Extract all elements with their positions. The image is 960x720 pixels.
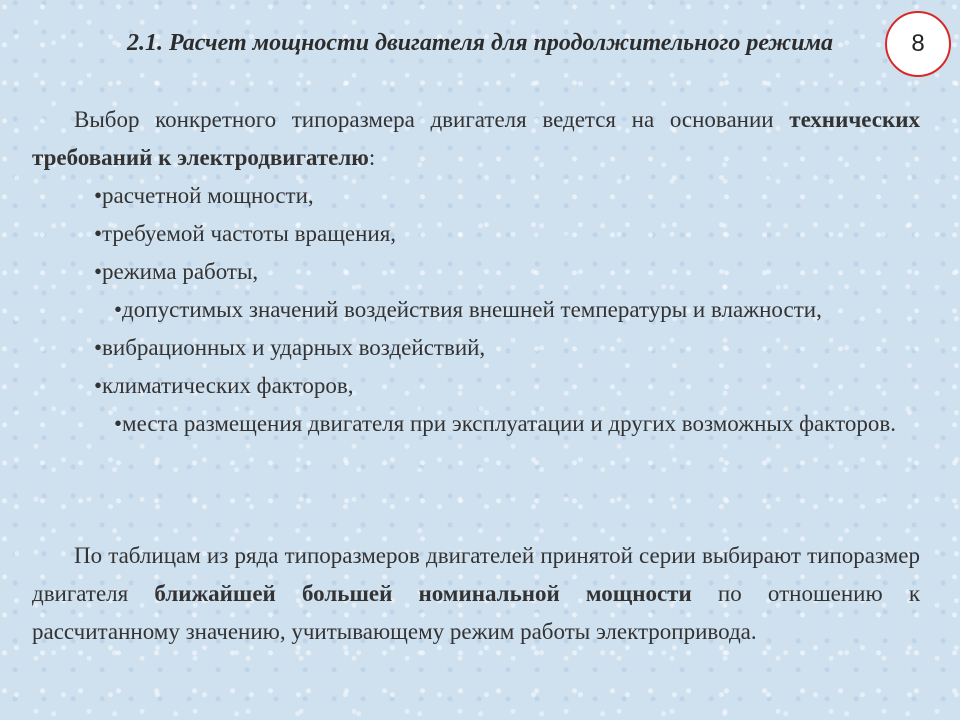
list-item-text: •расчетной мощности, [94,183,314,208]
requirements-list [32,177,920,443]
list-item [32,291,920,329]
slide-title: 2.1. Расчет мощности двигателя для продолжительного режима [126,30,834,56]
list-item-text: •допустимых значений воздействия внешней температуры и влажности, [114,297,822,322]
conclusion-paragraph [32,537,920,651]
intro-colon: : [368,145,376,170]
intro-text: Выбор конкретного типоразмера двигателя ведется на основании [74,107,790,132]
list-item-text: •вибрационных и ударных воздействий, [94,335,486,360]
page-number-badge [885,11,951,77]
list-item [32,253,920,291]
list-item [32,177,920,215]
list-item [32,215,920,253]
list-item-text: •места размещения двигателя при эксплуатации и других возможных факторов. [114,411,896,436]
intro-paragraph [32,101,920,177]
list-item [32,329,920,367]
conclusion-text-end: по отношению к рассчитанному значению, учитывающему режим работы электропривода. [32,581,921,644]
list-item [32,367,920,405]
list-item-text: •климатических факторов, [94,373,354,398]
list-item-text: •требуемой частоты вращения, [94,221,397,246]
conclusion-emphasis: ближайшей большей номинальной мощности [154,581,692,606]
list-item-text: •режима работы, [94,259,259,284]
list-item [32,405,920,443]
page-number: 8 [911,30,925,57]
intro-emphasis: технических требований к электродвигателю [32,107,920,170]
conclusion-text: По таблицам из ряда типоразмеров двигателей принятой серии выбирают типоразмер двигателя [32,543,920,606]
